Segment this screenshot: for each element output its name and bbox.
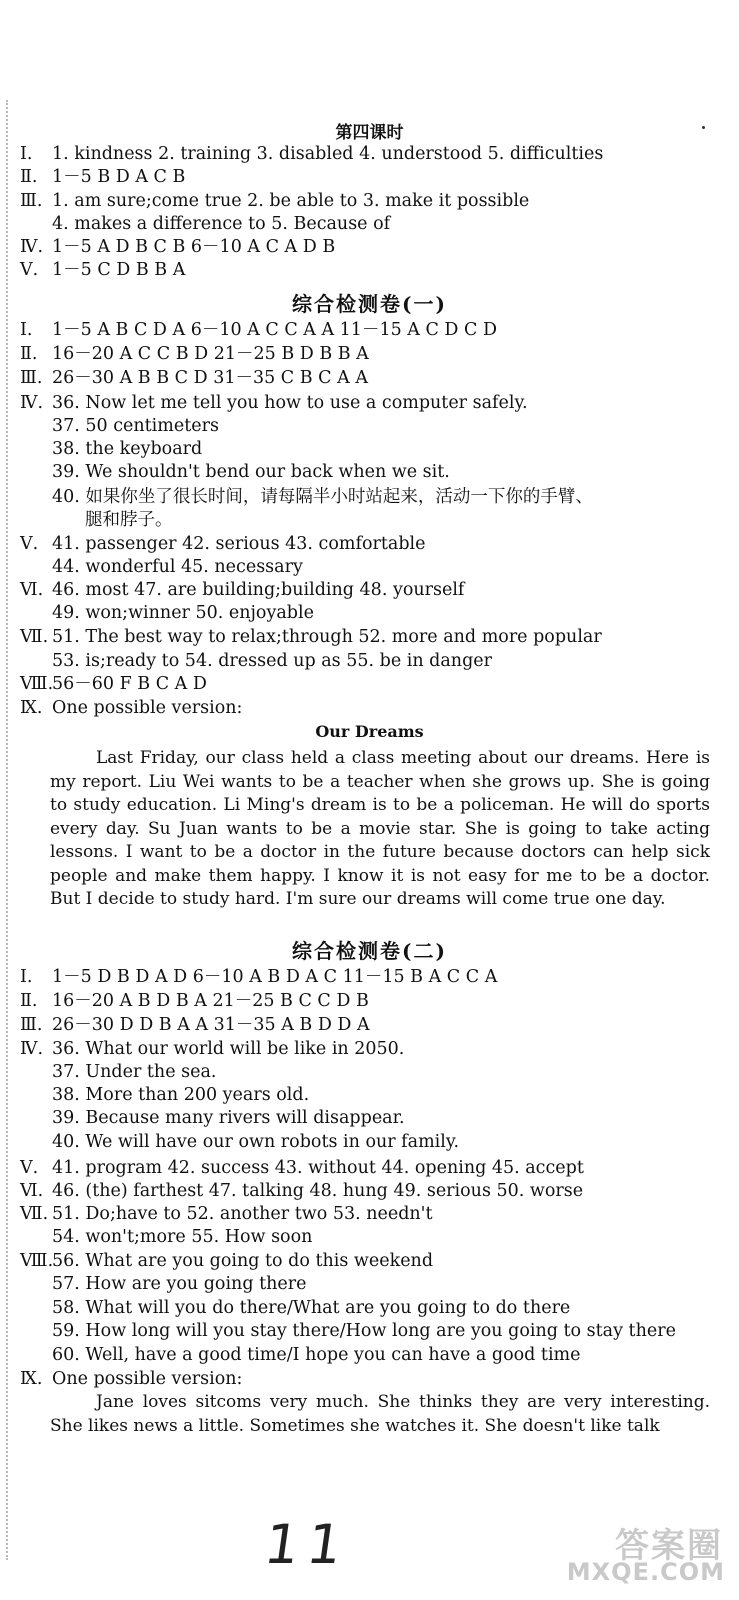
answer-text: 49. won;winner 50. enjoyable — [52, 603, 314, 623]
answer-text: 39. Because many rivers will disappear. — [52, 1108, 405, 1128]
section-numeral: Ⅴ. — [20, 1158, 39, 1178]
answer-text: 38. More than 200 years old. — [52, 1085, 310, 1105]
section-numeral: Ⅲ. — [20, 368, 43, 388]
section-numeral: Ⅴ. — [20, 534, 39, 554]
section-numeral: Ⅱ. — [20, 167, 38, 187]
section-numeral: Ⅳ. — [20, 237, 44, 257]
answer-text: 1－5 A B C D A 6－10 A C C A A 11－15 A C D C D — [52, 320, 498, 340]
answer-text: 40. 如果你坐了很长时间，请每隔半小时站起来，活动一下你的手臂、 — [52, 487, 593, 507]
section-numeral: Ⅲ. — [20, 1015, 43, 1035]
answer-text: 41. passenger 42. serious 43. comfortable — [52, 534, 426, 554]
answer-text: 51. Do;have to 52. another two 53. needn't — [52, 1204, 433, 1224]
lesson-title: 第四课时 — [335, 123, 404, 143]
answer-text: 40. We will have our own robots in our family. — [52, 1132, 460, 1152]
section-numeral: Ⅰ. — [20, 967, 33, 987]
essay2-paragraph: Jane loves sitcoms very much. She thinks they are very interesting. She likes news a little. Sometimes she watches it. She doesn't like talk — [50, 1392, 710, 1436]
section-numeral: Ⅵ. — [20, 1181, 44, 1201]
answer-text: 1－5 B D A C B — [52, 167, 186, 187]
watermark-logo — [566, 1518, 729, 1588]
section-numeral: Ⅸ. — [20, 1369, 43, 1389]
answer-text: 16－20 A C C B D 21－25 B D B B A — [52, 344, 369, 364]
section-numeral: Ⅷ. — [20, 1251, 54, 1271]
answer-text: 36. Now let me tell you how to use a computer safely. — [52, 393, 528, 413]
answer-text: 1－5 C D B B A — [52, 260, 186, 280]
answer-text: 39. We shouldn't bend our back when we sit. — [52, 462, 450, 482]
answer-text: 37. 50 centimeters — [52, 416, 219, 436]
section-numeral: Ⅱ. — [20, 991, 38, 1011]
answer-text: 60. Well, have a good time/I hope you can have a good time — [52, 1345, 581, 1365]
answer-text: 1. am sure;come true 2. be able to 3. make it possible — [52, 191, 530, 211]
answer-text: 16－20 A B D B A 21－25 B C C D B — [52, 991, 369, 1011]
answer-text: 37. Under the sea. — [52, 1062, 217, 1082]
test2-title: 综合检测卷(二) — [292, 939, 447, 963]
answer-text: 44. wonderful 45. necessary — [52, 557, 303, 577]
answer-text: 26－30 A B B C D 31－35 C B C A A — [52, 368, 368, 388]
section-numeral: Ⅰ. — [20, 144, 33, 164]
answer-text: 59. How long will you stay there/How long are you going to stay there — [52, 1321, 676, 1341]
answer-text: 56－60 F B C A D — [52, 674, 207, 694]
answer-text: 51. The best way to relax;through 52. more and more popular — [52, 627, 602, 647]
section-numeral: Ⅰ. — [20, 320, 33, 340]
answer-text: 46. (the) farthest 47. talking 48. hung 49. serious 50. worse — [52, 1181, 584, 1201]
watermark-cn: 答案圈 — [615, 1526, 723, 1566]
answer-text: 38. the keyboard — [52, 439, 203, 459]
answer-text: 36. What our world will be like in 2050. — [52, 1039, 405, 1059]
answer-text: 53. is;ready to 54. dressed up as 55. be in danger — [52, 651, 492, 671]
answer-text: 4. makes a difference to 5. Because of — [52, 214, 391, 234]
answer-text: One possible version: — [52, 698, 243, 718]
section-numeral: Ⅷ. — [20, 674, 54, 694]
section-numeral: Ⅳ. — [20, 1039, 44, 1059]
answer-text: 56. What are you going to do this weekend — [52, 1251, 434, 1271]
binding-margin-dots — [6, 100, 8, 1560]
answer-text: 腿和脖子。 — [85, 510, 173, 530]
section-numeral: Ⅸ. — [20, 698, 43, 718]
answer-text: 54. won't;more 55. How soon — [52, 1227, 313, 1247]
section-numeral: Ⅱ. — [20, 344, 38, 364]
test1-title: 综合检测卷(一) — [292, 292, 447, 316]
answer-text: 1－5 D B D A D 6－10 A B D A C 11－15 B A C C A — [52, 967, 498, 987]
answer-text: 26－30 D D B A A 31－35 A B D D A — [52, 1015, 370, 1035]
answer-text: 1. kindness 2. training 3. disabled 4. understood 5. difficulties — [52, 144, 604, 164]
answer-text: 1－5 A D B C B 6－10 A C A D B — [52, 237, 336, 257]
answer-text: One possible version: — [52, 1369, 243, 1389]
answer-text: 58. What will you do there/What are you going to do there — [52, 1298, 571, 1318]
answer-text: 46. most 47. are building;building 48. yourself — [52, 580, 465, 600]
section-numeral: Ⅴ. — [20, 260, 39, 280]
essay-title: Our Dreams — [315, 722, 424, 741]
section-numeral: Ⅲ. — [20, 191, 43, 211]
essay-paragraph: Last Friday, our class held a class meeting about our dreams. Here is my report. Liu Wei wants to be a teacher when she grows up. She is going to study education. Li Ming's dream is to be a policeman. He will do sports every day. Su Juan wants to be a movie star. She is going to take acting lessons. I want to be a doctor in the future because doctors can help sick people and make them happy. I know it is not easy for me to be a doctor. But I decide to study hard. I'm sure our dreams will come true one day. — [50, 748, 710, 909]
section-numeral: Ⅵ. — [20, 580, 44, 600]
section-numeral: Ⅳ. — [20, 393, 44, 413]
section-numeral: Ⅶ. — [20, 627, 49, 647]
answer-text: 57. How are you going there — [52, 1274, 307, 1294]
page-number: 11 — [260, 1513, 355, 1576]
section-numeral: Ⅶ. — [20, 1204, 49, 1224]
answer-text: 41. program 42. success 43. without 44. opening 45. accept — [52, 1158, 584, 1178]
watermark-en: MXQE.COM — [566, 1558, 725, 1586]
